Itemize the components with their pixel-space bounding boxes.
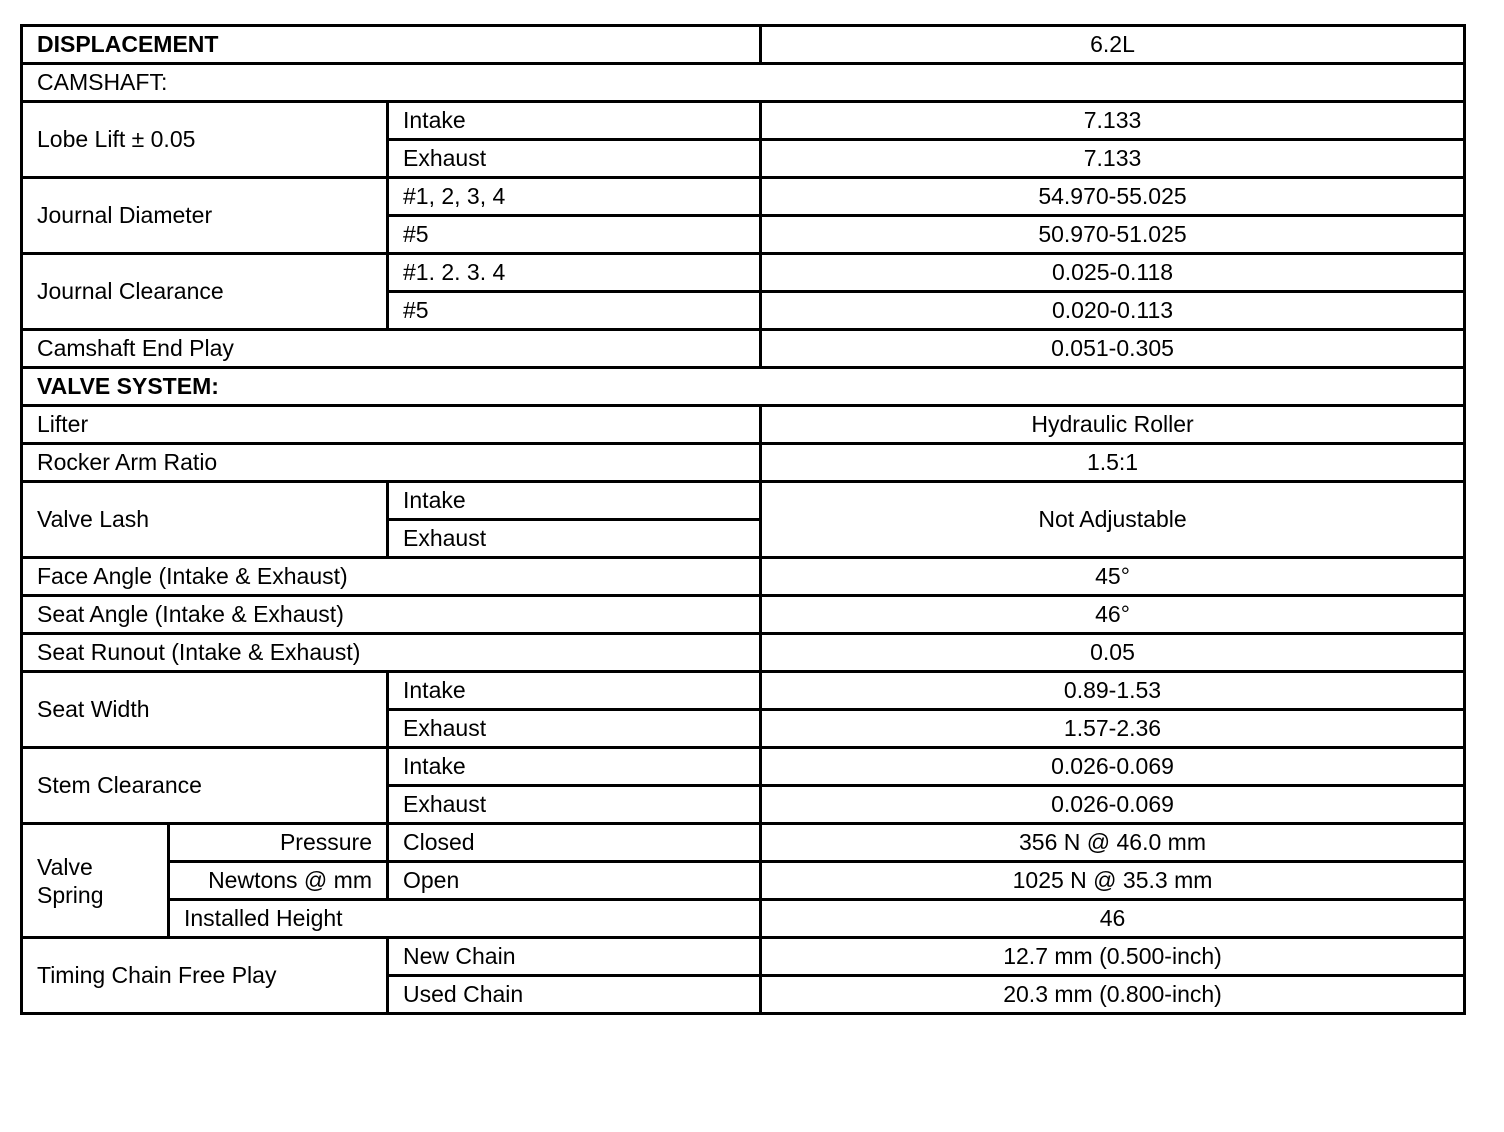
face-angle-row xyxy=(22,558,1465,596)
installed-height-label: Installed Height xyxy=(169,900,761,938)
stem-clearance-intake-value: 0.026-0.069 xyxy=(761,748,1465,786)
journal-clearance-label: Journal Clearance xyxy=(22,254,388,330)
valve-spring-label-line2: Spring xyxy=(37,881,104,908)
seat-width-intake-value: 0.89-1.53 xyxy=(761,672,1465,710)
camshaft-end-play-row xyxy=(22,330,1465,368)
journal-clearance-row1-value: 0.025-0.118 xyxy=(761,254,1465,292)
seat-runout-row xyxy=(22,634,1465,672)
timing-chain-new-row xyxy=(22,938,1465,976)
valve-spring-closed-row xyxy=(22,824,1465,862)
journal-diameter-row1-value: 54.970-55.025 xyxy=(761,178,1465,216)
lobe-lift-intake-label: Intake xyxy=(388,102,761,140)
camshaft-end-play-value: 0.051-0.305 xyxy=(761,330,1465,368)
seat-width-intake-label: Intake xyxy=(388,672,761,710)
stem-clearance-label: Stem Clearance xyxy=(22,748,388,824)
seat-angle-row xyxy=(22,596,1465,634)
valve-system-section-header: VALVE SYSTEM: xyxy=(22,368,1465,406)
timing-chain-label: Timing Chain Free Play xyxy=(22,938,388,1014)
journal-clearance-row1-label: #1. 2. 3. 4 xyxy=(388,254,761,292)
seat-runout-value: 0.05 xyxy=(761,634,1465,672)
valve-spring-open-row xyxy=(22,862,1465,900)
face-angle-value: 45° xyxy=(761,558,1465,596)
valve-spring-newtons-label: Newtons @ mm xyxy=(169,862,388,900)
seat-runout-label: Seat Runout (Intake & Exhaust) xyxy=(22,634,761,672)
lobe-lift-intake-row xyxy=(22,102,1465,140)
camshaft-header-row xyxy=(22,64,1465,102)
rocker-arm-ratio-value: 1.5:1 xyxy=(761,444,1465,482)
lobe-lift-exhaust-value: 7.133 xyxy=(761,140,1465,178)
journal-clearance-row2-value: 0.020-0.113 xyxy=(761,292,1465,330)
rocker-arm-ratio-label: Rocker Arm Ratio xyxy=(22,444,761,482)
valve-spring-closed-label: Closed xyxy=(388,824,761,862)
journal-diameter-row1-label: #1, 2, 3, 4 xyxy=(388,178,761,216)
seat-width-label: Seat Width xyxy=(22,672,388,748)
displacement-value: 6.2L xyxy=(761,26,1465,64)
lifter-row xyxy=(22,406,1465,444)
seat-width-exhaust-value: 1.57-2.36 xyxy=(761,710,1465,748)
valve-spring-label xyxy=(22,824,169,938)
journal-clearance-row2-label: #5 xyxy=(388,292,761,330)
valve-spring-open-label: Open xyxy=(388,862,761,900)
displacement-label: DISPLACEMENT xyxy=(22,26,761,64)
journal-diameter-row2-label: #5 xyxy=(388,216,761,254)
rocker-arm-ratio-row xyxy=(22,444,1465,482)
camshaft-end-play-label: Camshaft End Play xyxy=(22,330,761,368)
valve-spring-pressure-label: Pressure xyxy=(169,824,388,862)
stem-clearance-exhaust-label: Exhaust xyxy=(388,786,761,824)
timing-chain-new-value: 12.7 mm (0.500-inch) xyxy=(761,938,1465,976)
valve-spring-label-line1: Valve xyxy=(37,853,93,880)
lobe-lift-exhaust-label: Exhaust xyxy=(388,140,761,178)
seat-width-intake-row xyxy=(22,672,1465,710)
engine-spec-table xyxy=(20,24,1466,1015)
installed-height-value: 46 xyxy=(761,900,1465,938)
valve-spring-closed-value: 356 N @ 46.0 mm xyxy=(761,824,1465,862)
seat-angle-label: Seat Angle (Intake & Exhaust) xyxy=(22,596,761,634)
lifter-label: Lifter xyxy=(22,406,761,444)
valve-lash-value: Not Adjustable xyxy=(761,482,1465,558)
valve-system-header-row xyxy=(22,368,1465,406)
journal-diameter-row-1 xyxy=(22,178,1465,216)
face-angle-label: Face Angle (Intake & Exhaust) xyxy=(22,558,761,596)
timing-chain-used-label: Used Chain xyxy=(388,976,761,1014)
seat-angle-value: 46° xyxy=(761,596,1465,634)
lobe-lift-label: Lobe Lift ± 0.05 xyxy=(22,102,388,178)
valve-lash-label: Valve Lash xyxy=(22,482,388,558)
timing-chain-new-label: New Chain xyxy=(388,938,761,976)
seat-width-exhaust-label: Exhaust xyxy=(388,710,761,748)
valve-lash-intake-label: Intake xyxy=(388,482,761,520)
valve-lash-intake-row xyxy=(22,482,1465,520)
lifter-value: Hydraulic Roller xyxy=(761,406,1465,444)
valve-spring-open-value: 1025 N @ 35.3 mm xyxy=(761,862,1465,900)
lobe-lift-intake-value: 7.133 xyxy=(761,102,1465,140)
stem-clearance-exhaust-value: 0.026-0.069 xyxy=(761,786,1465,824)
journal-diameter-label: Journal Diameter xyxy=(22,178,388,254)
journal-clearance-row-1 xyxy=(22,254,1465,292)
camshaft-section-header: CAMSHAFT: xyxy=(22,64,1465,102)
journal-diameter-row2-value: 50.970-51.025 xyxy=(761,216,1465,254)
stem-clearance-intake-row xyxy=(22,748,1465,786)
displacement-row xyxy=(22,26,1465,64)
valve-lash-exhaust-label: Exhaust xyxy=(388,520,761,558)
timing-chain-used-value: 20.3 mm (0.800-inch) xyxy=(761,976,1465,1014)
stem-clearance-intake-label: Intake xyxy=(388,748,761,786)
valve-spring-installed-height-row xyxy=(22,900,1465,938)
